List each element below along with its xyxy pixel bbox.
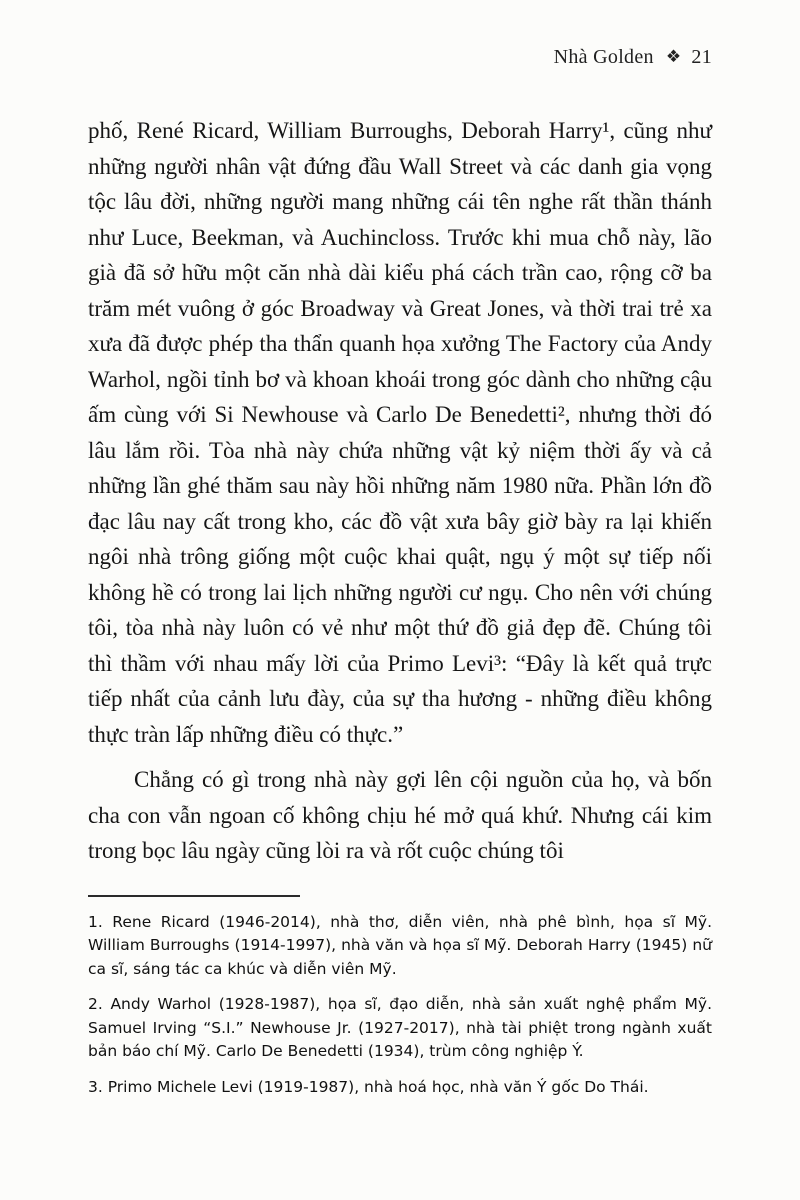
- running-head: [88, 46, 712, 69]
- footnote: 1. Rene Ricard (1946-2014), nhà thơ, diễn viên, nhà phê bình, họa sĩ Mỹ. William Burroughs (1914-1997), nhà văn và họa sĩ Mỹ. Deborah Harry (1945) nữ ca sĩ, sáng tác ca khúc và diễn viên Mỹ.: [88, 912, 712, 978]
- footnote: 2. Andy Warhol (1928-1987), họa sĩ, đạo diễn, nhà sản xuất nghệ phẩm Mỹ. Samuel Irving “S.I.” Newhouse Jr. (1927-2017), nhà tài phiệt trong ngành xuất bản báo chí Mỹ. Carlo De Benedetti (1934), trùm công nghiệp Ý.: [88, 995, 712, 1060]
- running-head-title: Nhà Golden: [553, 46, 654, 68]
- footnotes-section: [88, 911, 712, 1100]
- footnote: 3. Primo Michele Levi (1919-1987), nhà hoá học, nhà văn Ý gốc Do Thái.: [88, 1077, 649, 1096]
- footnote-separator: [88, 895, 300, 897]
- paragraph: phố, René Ricard, William Burroughs, Deborah Harry¹, cũng như những người nhân vật đứng đầu Wall Street và các danh gia vọng tộc lâu đời, những người mang những cái tên nghe rất thần thánh như Luce, Beekman, và Auchincloss. Trước khi mua chỗ này, lão già đã sở hữu một căn nhà dài kiểu phá cách trần cao, rộng cỡ ba trăm mét vuông ở góc Broadway và Great Jones, và thời trai trẻ xa xưa đã được phép tha thẩn quanh họa xưởng The Factory của Andy Warhol, ngồi tỉnh bơ và khoan khoái trong góc dành cho những cậu ấm cùng với Si Newhouse và Carlo De Benedetti², nhưng thời đó lâu lắm rồi. Tòa nhà này chứa những vật kỷ niệm thời ấy và cả những lần ghé thăm sau này hồi những năm 1980 nữa. Phần lớn đồ đạc lâu nay cất trong kho, các đồ vật xưa bây giờ bày ra lại khiến ngôi nhà trông giống một cuộc khai quật, ngụ ý một sự tiếp nối không hề có trong lai lịch những người cư ngụ. Cho nên với chúng tôi, tòa nhà này luôn có vẻ như một thứ đồ giả đẹp đẽ. Chúng tôi thì thầm với nhau mấy lời của Primo Levi³: “Đây là kết quả trực tiếp nhất của cảnh lưu đày, của sự tha hương - những điều không thực tràn lấp những điều có thực.”: [88, 118, 712, 747]
- ornament-icon: ❖: [665, 47, 682, 66]
- body-text: [88, 113, 712, 869]
- page-number: 21: [691, 46, 712, 68]
- paragraph: Chẳng có gì trong nhà này gợi lên cội nguồn của họ, và bốn cha con vẫn ngoan cố không chịu hé mở quá khứ. Nhưng cái kim trong bọc lâu ngày cũng lòi ra và rốt cuộc chúng tôi: [88, 767, 712, 863]
